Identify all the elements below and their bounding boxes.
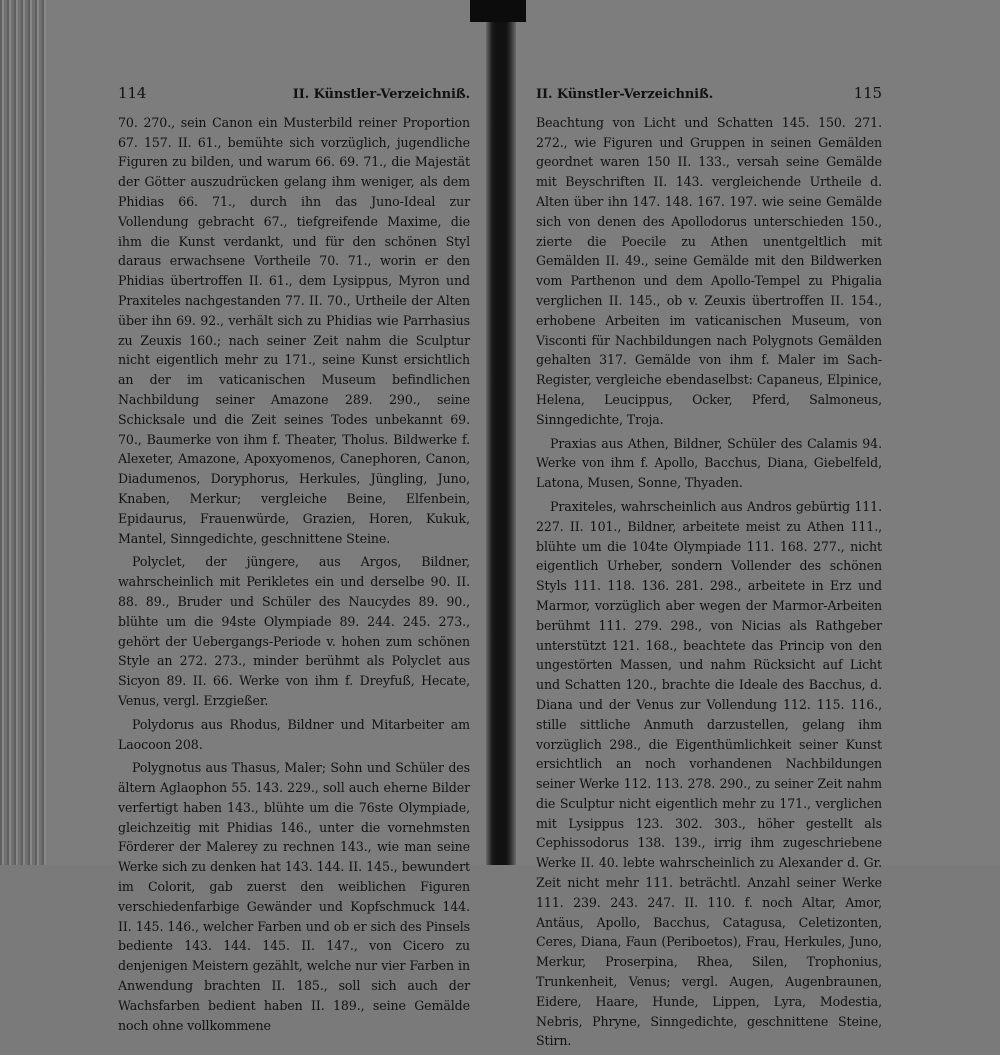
scan-clip-mark (470, 0, 526, 22)
running-head: II. Künstler-Verzeichniß. (536, 87, 714, 102)
index-entry: Praxiteles, wahrscheinlich aus Andros gebürtig 111. 227. II. 101., Bildner, arbeitete meist zu Athen 111., blühte um die 104te Olympiade 111. 168. 277., nicht eigentlich Urheber, sondern Vollender des schönen Styls 111. 118. 136. 281. 298., arbeitete in Erz und Marmor, vorzüglich aber wegen der Marmor-Arbeiten berühmt 111. 279. 298., von Nicias als Rathgeber unterstützt 121. 168., beachtete das Princip von den ungestörten Massen, und nahm Rücksicht auf Licht und Schatten 120., brachte die Ideale des Bacchus, d. Diana und der Venus zur Vollendung 112. 115. 116., stille sittliche Anmuth darzustellen, gelang ihm vorzüglich 298., die Eigenthümlichkeit seiner Kunst ersichtlich an noch vorhandenen Nachbildungen seiner Werke 112. 113. 278. 290., zu seiner Zeit nahm die Sculptur nicht eigentlich mehr zu 171., verglichen mit Lysippus 123. 302. 303., höher gestellt als Cephissodorus 138. 139., irrig ihm zugeschriebene Werke II. 40. lebte wahrscheinlich zu Alexander d. Gr. Zeit nicht mehr 111. beträchtl. Anzahl seiner Werke 111. 239. 243. 247. II. 110. f. noch Altar, Amor, Antäus, Apollo, Bacchus, Catagusa, Celetizonten, Ceres, Diana, Faun (Periboetos), Frau, Herkules, Juno, Merkur, Proserpina, Rhea, Silen, Trophonius, Trunkenheit, Venus; vergl. Augen, Augenbraunen, Eidere, Haare, Hunde, Lippen, Lyra, Modestia, Nebris, Phryne, Sinngedichte, geschnittene Steine, Stirn. (536, 498, 882, 1049)
right-page-header (536, 84, 882, 105)
running-head: II. Künstler-Verzeichniß. (292, 87, 470, 102)
index-entry: Praxias aus Athen, Bildner, Schüler des Calamis 94. Werke von ihm f. Apollo, Bacchus, Diana, Giebelfeld, Latona, Musen, Sonne, Thyaden. (536, 435, 882, 491)
index-entry: 70. 270., sein Canon ein Musterbild reiner Proportion 67. 157. II. 61., bemühte sich vorzüglich, jugendliche Figuren zu bilden, und warum 66. 69. 71., die Majestät der Götter auszudrücken gelang ihm weniger, als dem Phidias 66. 71., durch ihn das Juno-Ideal zur Vollendung gebracht 67., tiefgreifende Maxime, die ihm die Kunst verdankt, und für den schönen Styl daraus erwachsene Vortheile 70. 71., worin er den Phidias übertroffen II. 61., dem Lysippus, Myron und Praxiteles nachgestanden 77. II. 70., Urtheile der Alten über ihn 69. 92., verhält sich zu Phidias wie Parrhasius zu Zeuxis 160.; nach seiner Zeit nahm die Sculptur nicht eigentlich mehr zu 171., seine Kunst ersichtlich an der im vaticanischen Museum befindlichen Nachbildung seiner Amazone 289. 290., seine Schicksale und die Zeit seines Todes unbekannt 69. 70., Baumerke von ihm f. Theater, Tholus. Bildwerke f. Alexeter, Amazone, Apoxyomenos, Canephoren, Canon, Diadumenos, Doryphorus, Herkules, Jüngling, Juno, Knaben, Merkur; vergleiche Beine, Elfenbein, Epidaurus, Frauenwürde, Grazien, Horen, Kukuk, Mantel, Sinngedichte, geschnittene Steine. (118, 114, 470, 546)
index-entry: Beachtung von Licht und Schatten 145. 150. 271. 272., wie Figuren und Gruppen in seinen Gemälden geordnet waren 150 II. 133., versah seine Gemälde mit Beyschriften II. 143. vergleichende Urtheile d. Alten über ihn 147. 148. 167. 197. wie seine Gemälde sich von denen des Apollodorus unterschieden 150., zierte die Poecile zu Athen unentgeltlich mit Gemälden II. 49., seine Gemälde mit den Bildwerken vom Parthenon und dem Apollo-Tempel zu Phigalia verglichen II. 145., ob v. Zeuxis übertroffen II. 154., erhobene Arbeiten im vaticanischen Museum, von Visconti für Nachbildungen nach Polygnots Gemälden gehalten 317. Gemälde von ihm f. Maler im Sach-Register, vergleiche ebendaselbst: Capaneus, Elpinice, Helena, Leucippus, Ocker, Pferd, Salmoneus, Sinngedichte, Troja. (536, 114, 882, 427)
page-edge-shadow (0, 0, 46, 865)
index-entry: Polyclet, der jüngere, aus Argos, Bildner, wahrscheinlich mit Perikletes ein und derselbe 90. II. 88. 89., Bruder und Schüler des Naucydes 89. 90., blühte um die 94ste Olympiade 89. 244. 245. 273., gehört der Uebergangs-Periode v. hohen zum schönen Style an 272. 273., minder berühmt als Polyclet aus Sicyon 89. II. 66. Werke von ihm f. Dreyfuß, Hecate, Venus, vergl. Erzgießer. (118, 554, 470, 708)
left-page-header (118, 84, 470, 105)
right-page (536, 84, 882, 1055)
book-gutter (486, 0, 516, 865)
page-number: 115 (853, 84, 882, 102)
index-entry: Polydorus aus Rhodus, Bildner und Mitarbeiter am Laocoon 208. (118, 716, 470, 752)
page-number: 114 (118, 84, 147, 102)
index-entry: Polygnotus aus Thasus, Maler; Sohn und Schüler des ältern Aglaophon 55. 143. 229., soll auch eherne Bilder verfertigt haben 143., blühte um die 76ste Olympiade, gleichzeitig mit Phidias 146., unter die vornehmsten Förderer der Malerey zu rechnen 143., wie man seine Werke sich zu denken hat 143. 144. II. 145., bewundert im Colorit, gab zuerst den weiblichen Figuren verschiedenfarbige Gewänder und Kopfschmuck 144. II. 145. 146., welcher Farben und ob er sich des Pinsels bediente 143. 144. 145. II. 147., von Cicero zu denjenigen Meistern gezählt, welche nur vier Farben in Anwendung brachten II. 185., soll sich auch der Wachsfarben bedient haben II. 189., seine Gemälde noch ohne vollkommene (118, 760, 470, 1033)
left-page (118, 84, 470, 1039)
